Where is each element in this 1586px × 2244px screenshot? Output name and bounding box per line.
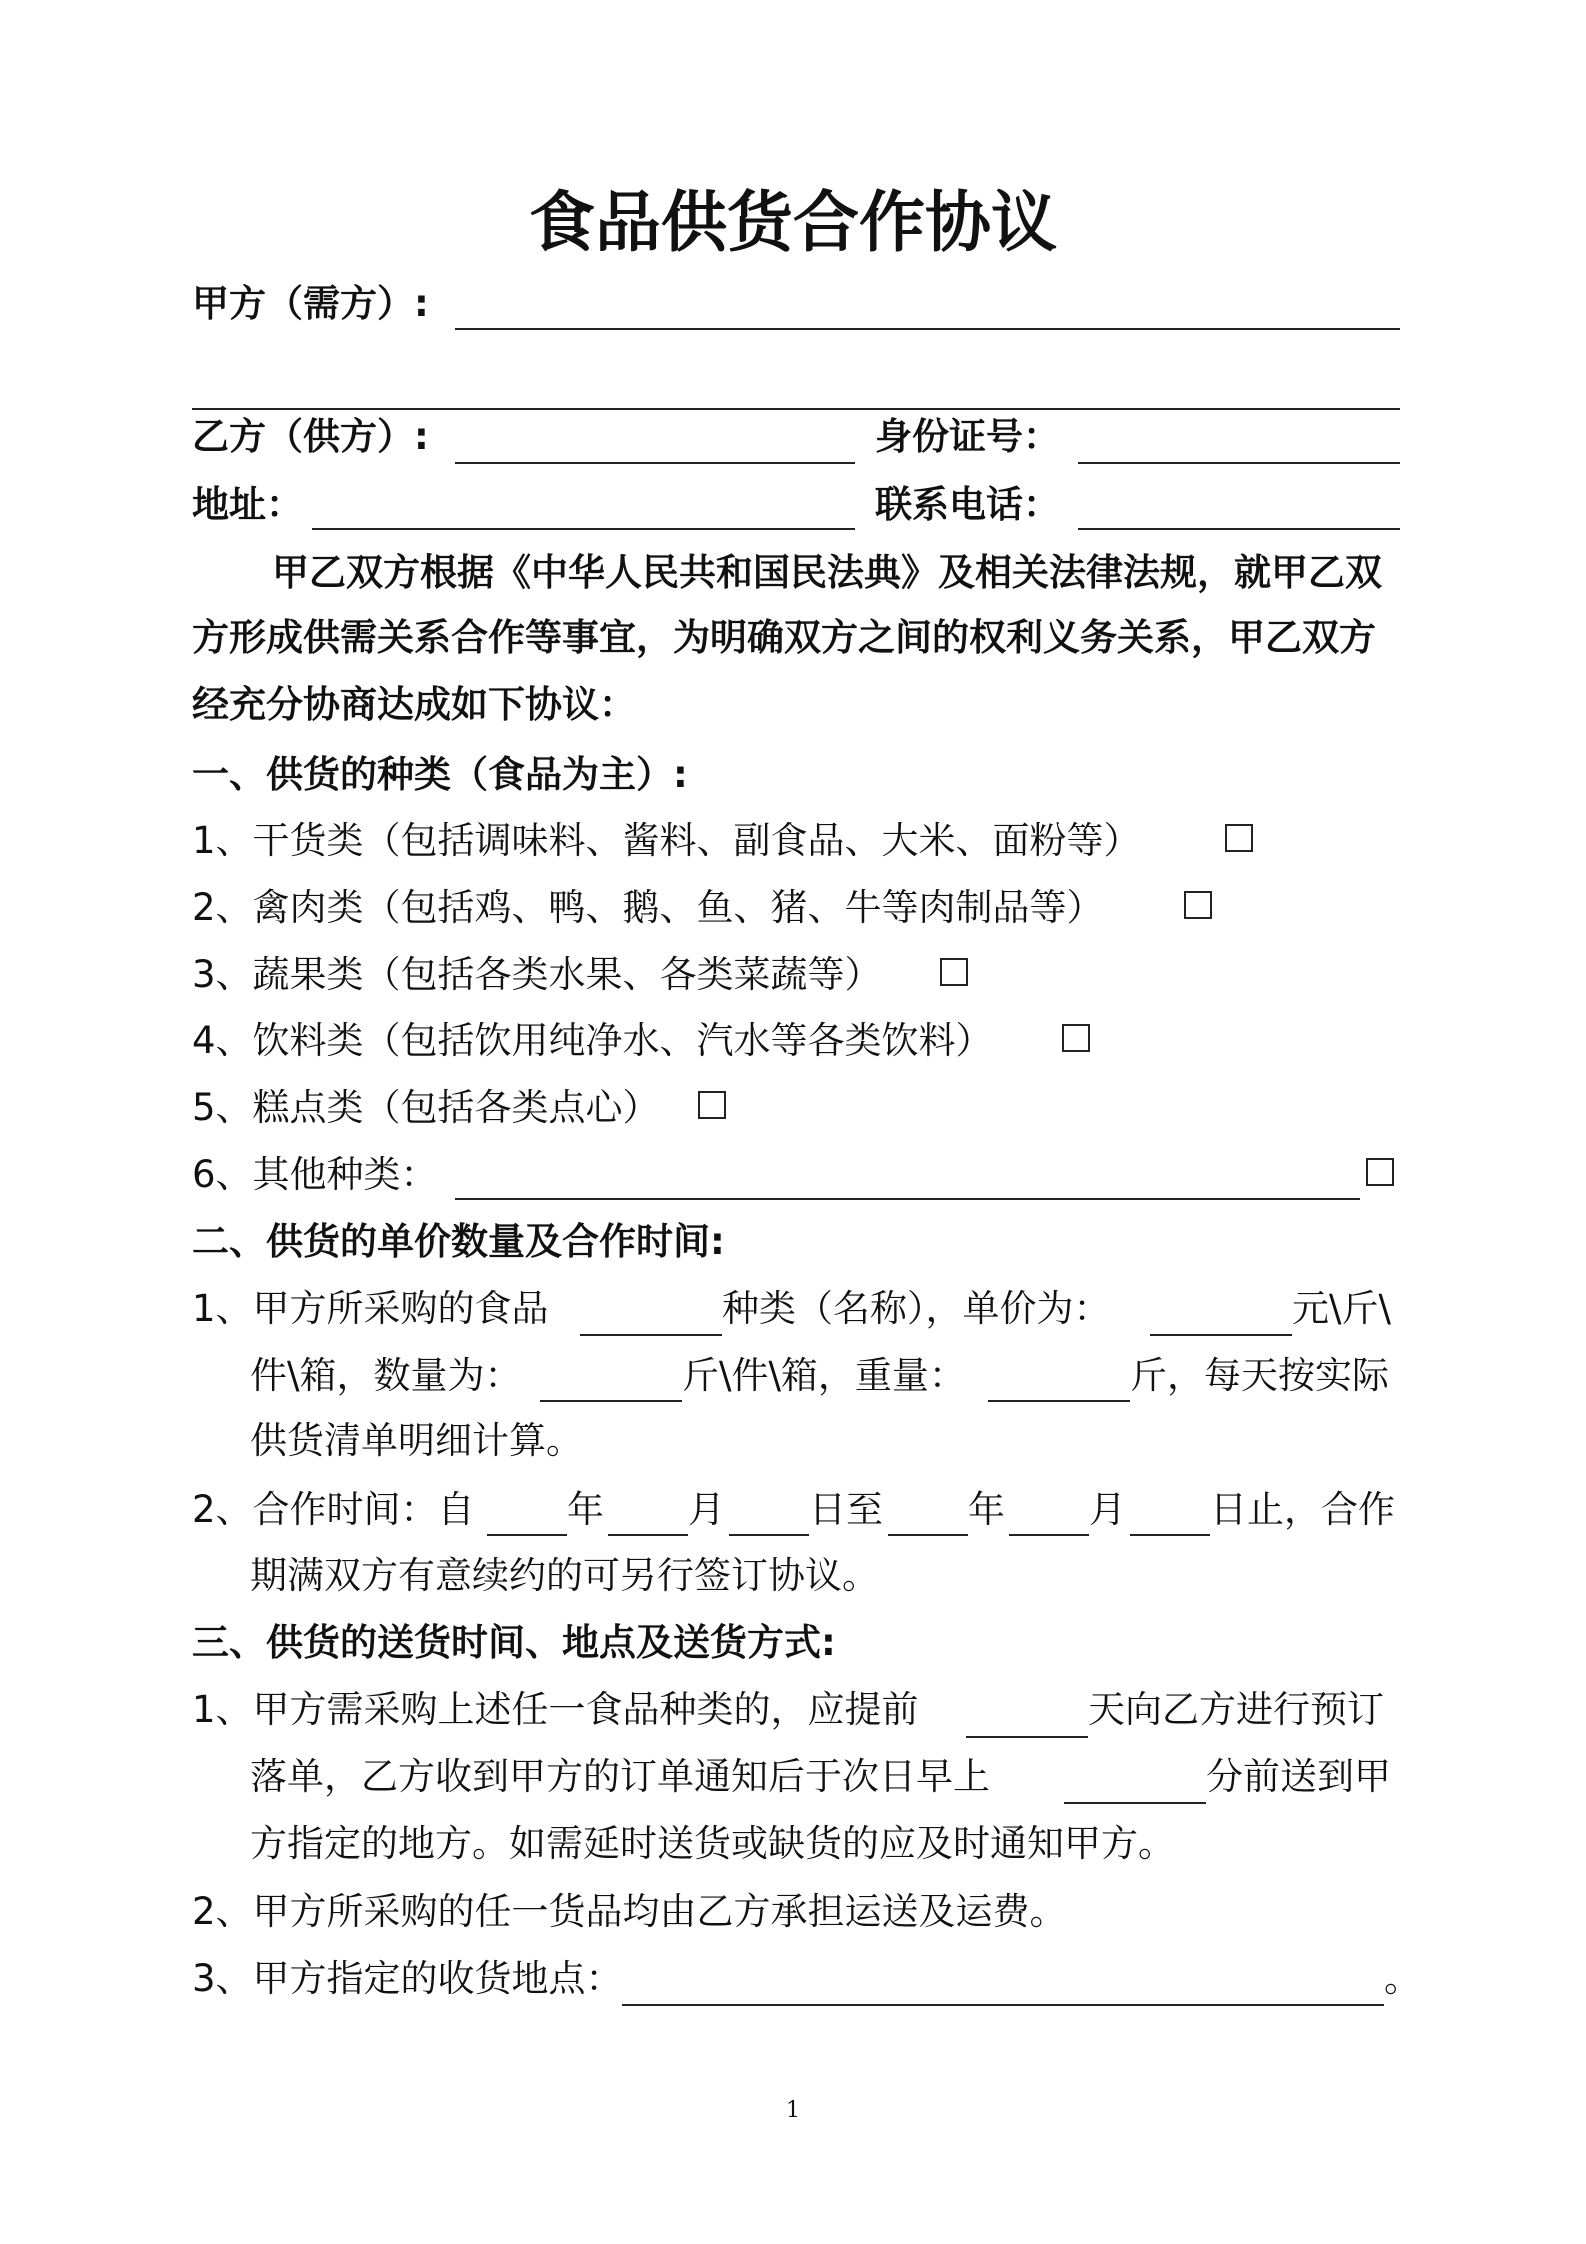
quantity-blank[interactable] <box>540 1400 682 1402</box>
s3-line1-a: 1、甲方需采购上述任一食品种类的，应提前 <box>192 1688 919 1731</box>
item-4-checkbox[interactable] <box>1062 1024 1090 1052</box>
start-year-blank[interactable] <box>487 1534 567 1536</box>
s3-line5-a: 3、甲方指定的收货地点： <box>192 1957 623 2000</box>
document-title: 食品供货合作协议 <box>529 184 1057 261</box>
id-blank[interactable] <box>1078 462 1400 464</box>
s2-line1-c: 元\斤\ <box>1292 1287 1391 1330</box>
end-month-label: 月 <box>1089 1488 1126 1531</box>
delivery-address-blank[interactable] <box>622 2004 1384 2006</box>
end-day-blank[interactable] <box>1130 1534 1210 1536</box>
s2-line2-c: 斤，每天按实际 <box>1130 1354 1389 1397</box>
s3-line1-b: 天向乙方进行预订 <box>1088 1688 1384 1731</box>
section-1-item-4: 4、饮料类（包括饮用纯净水、汽水等各类饮料） <box>192 1019 993 1062</box>
section-2-heading: 二、供货的单价数量及合作时间: <box>192 1220 725 1263</box>
s3-line2-a: 落单，乙方收到甲方的订单通知后于次日早上 <box>250 1755 990 1798</box>
delivery-time-blank[interactable] <box>1064 1802 1206 1804</box>
section-1-item-6: 6、其他种类： <box>192 1153 438 1196</box>
s3-line5-b: 。 <box>1384 1957 1421 2000</box>
section-1-item-2: 2、禽肉类（包括鸡、鸭、鹅、鱼、猪、牛等肉制品等） <box>192 886 1104 929</box>
s3-line4: 2、甲方所采购的任一货品均由乙方承担运送及运费。 <box>192 1890 1067 1933</box>
start-day-label: 日至 <box>809 1488 883 1531</box>
page-number: 1 <box>786 2098 800 2123</box>
s2-line1-b: 种类（名称），单价为： <box>722 1287 1111 1330</box>
s2-line3: 供货清单明细计算。 <box>250 1419 583 1462</box>
item-3-checkbox[interactable] <box>940 958 968 986</box>
s2-line5: 期满双方有意续约的可另行签订协议。 <box>250 1554 879 1597</box>
party-a-blank[interactable] <box>455 328 1400 330</box>
section-1-heading: 一、供货的种类（食品为主）: <box>192 753 688 796</box>
end-day-label: 日止，合作 <box>1210 1488 1395 1531</box>
intro-line-2: 方形成供需关系合作等事宜，为明确双方之间的权利义务关系，甲乙双方 <box>192 616 1376 659</box>
item-1-checkbox[interactable] <box>1225 824 1253 852</box>
item-6-checkbox[interactable] <box>1366 1158 1394 1186</box>
s3-line2-b: 分前送到甲 <box>1206 1755 1391 1798</box>
start-month-blank[interactable] <box>608 1534 688 1536</box>
id-label: 身份证号： <box>875 415 1060 458</box>
other-type-blank[interactable] <box>455 1198 1360 1200</box>
s2-line4-a: 2、合作时间：自 <box>192 1488 475 1531</box>
party-b-blank[interactable] <box>455 462 855 464</box>
section-3-heading: 三、供货的送货时间、地点及送货方式: <box>192 1621 836 1664</box>
weight-blank[interactable] <box>988 1400 1130 1402</box>
party-a-label: 甲方（需方）: <box>192 282 429 325</box>
end-year-blank[interactable] <box>888 1534 968 1536</box>
s3-line3: 方指定的地方。如需延时送货或缺货的应及时通知甲方。 <box>250 1822 1175 1865</box>
address-label: 地址： <box>192 483 303 526</box>
party-b-label: 乙方（供方）: <box>192 415 429 458</box>
section-1-item-3: 3、蔬果类（包括各类水果、各类菜蔬等） <box>192 953 882 996</box>
section-1-item-1: 1、干货类（包括调味料、酱料、副食品、大米、面粉等） <box>192 819 1141 862</box>
item-2-checkbox[interactable] <box>1184 891 1212 919</box>
item-5-checkbox[interactable] <box>698 1091 726 1119</box>
end-month-blank[interactable] <box>1009 1534 1089 1536</box>
start-day-blank[interactable] <box>729 1534 809 1536</box>
phone-blank[interactable] <box>1078 528 1400 530</box>
food-name-blank[interactable] <box>580 1334 722 1336</box>
unit-price-blank[interactable] <box>1150 1334 1292 1336</box>
s2-line2-a: 件\箱，数量为： <box>250 1354 522 1397</box>
start-year-label: 年 <box>567 1488 604 1531</box>
s2-line1-a: 1、甲方所采购的食品 <box>192 1287 549 1330</box>
advance-days-blank[interactable] <box>966 1736 1088 1738</box>
address-blank[interactable] <box>312 528 855 530</box>
s2-line2-b: 斤\件\箱，重量： <box>682 1354 966 1397</box>
section-1-item-5: 5、糕点类（包括各类点心） <box>192 1086 660 1129</box>
start-month-label: 月 <box>688 1488 725 1531</box>
end-year-label: 年 <box>968 1488 1005 1531</box>
intro-line-1: 甲乙双方根据《中华人民共和国民法典》及相关法律法规，就甲乙双 <box>272 551 1382 594</box>
intro-line-3: 经充分协商达成如下协议： <box>192 683 636 726</box>
party-a-blank-line2[interactable] <box>192 408 1400 410</box>
phone-label: 联系电话： <box>875 483 1060 526</box>
